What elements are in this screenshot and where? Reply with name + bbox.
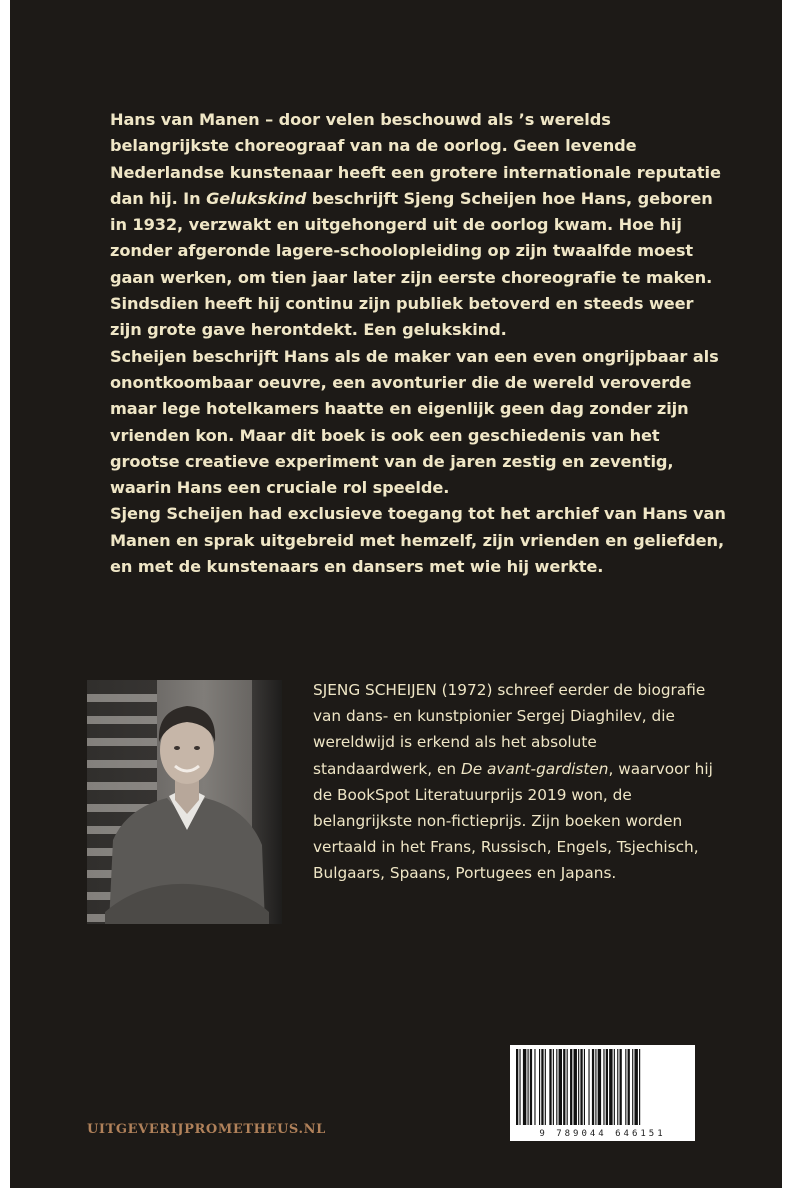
book-title: Gelukskind: [206, 188, 307, 208]
author-bio-end: , waarvoor hij de BookSpot Literatuurprijs 2019 won, de belangrijkste non-fictieprijs. Zijn boeken worden vertaald in het Frans, Russisch, Engels, Tsjechisch, Bulgaars, Spaans, Portugees en Japans.: [313, 759, 713, 883]
previous-book-title: De avant-gardisten: [461, 759, 609, 778]
blurb-paragraph-3: Sjeng Scheijen had exclusieve toegang tot het archief van Hans van Manen en sprak uitgebreid met hemzelf, zijn vrienden en geliefden, en met de kunstenaars en dansers met wie hij werkte.: [110, 504, 726, 577]
isbn-digits: 9 789044 646151: [539, 1129, 666, 1139]
blurb-p1-end: beschrijft Sjeng Scheijen hoe Hans, geboren in 1932, verzwakt en uitgehongerd uit de oorlog kwam. Hoe hij zonder afgeronde lagere-schoolopleiding op zijn twaalfde moest gaan werken, om tien jaar later zijn eerste choreografie te maken. Sindsdien heeft hij continu zijn publiek betoverd en steeds weer zijn grote gave herontdekt. Een gelukskind.: [110, 188, 713, 340]
blurb-paragraph-1: [110, 107, 730, 344]
blurb-paragraph-2: Scheijen beschrijft Hans als de maker van een even ongrijpbaar als onontkoombaar oeuvre, een avonturier die de wereld veroverde maar lege hotelkamers haatte en eigenlijk geen dag zonder zijn vrienden kon. Maar dit boek is ook een geschiedenis van het grootse creatieve experiment van de jaren zestig en zeventig, waarin Hans een cruciale rol speelde.: [110, 346, 719, 498]
barcode-bars: [510, 1045, 695, 1127]
author-bio-start: SJENG SCHEIJEN (1972) schreef eerder de biografie van dans- en kunstpionier Sergej Diaghilev, die wereldwijd is erkend als het absolute standaardwerk, en: [313, 681, 706, 778]
author-bio-paragraph: [313, 677, 713, 887]
publisher-url: UITGEVERIJPROMETHEUS.NL: [87, 1122, 326, 1137]
blurb-text: [110, 107, 730, 580]
author-bio: [313, 677, 713, 887]
author-photo: [87, 680, 282, 924]
author-portrait-icon: [87, 680, 282, 924]
isbn-barcode: [510, 1045, 695, 1141]
blurb-p1-start: Hans van Manen – door velen beschouwd als ’s werelds belangrijkste choreograaf van na de oorlog. Geen levende Nederlandse kunstenaar heeft een grotere internationale reputatie dan hij. In: [110, 110, 721, 208]
